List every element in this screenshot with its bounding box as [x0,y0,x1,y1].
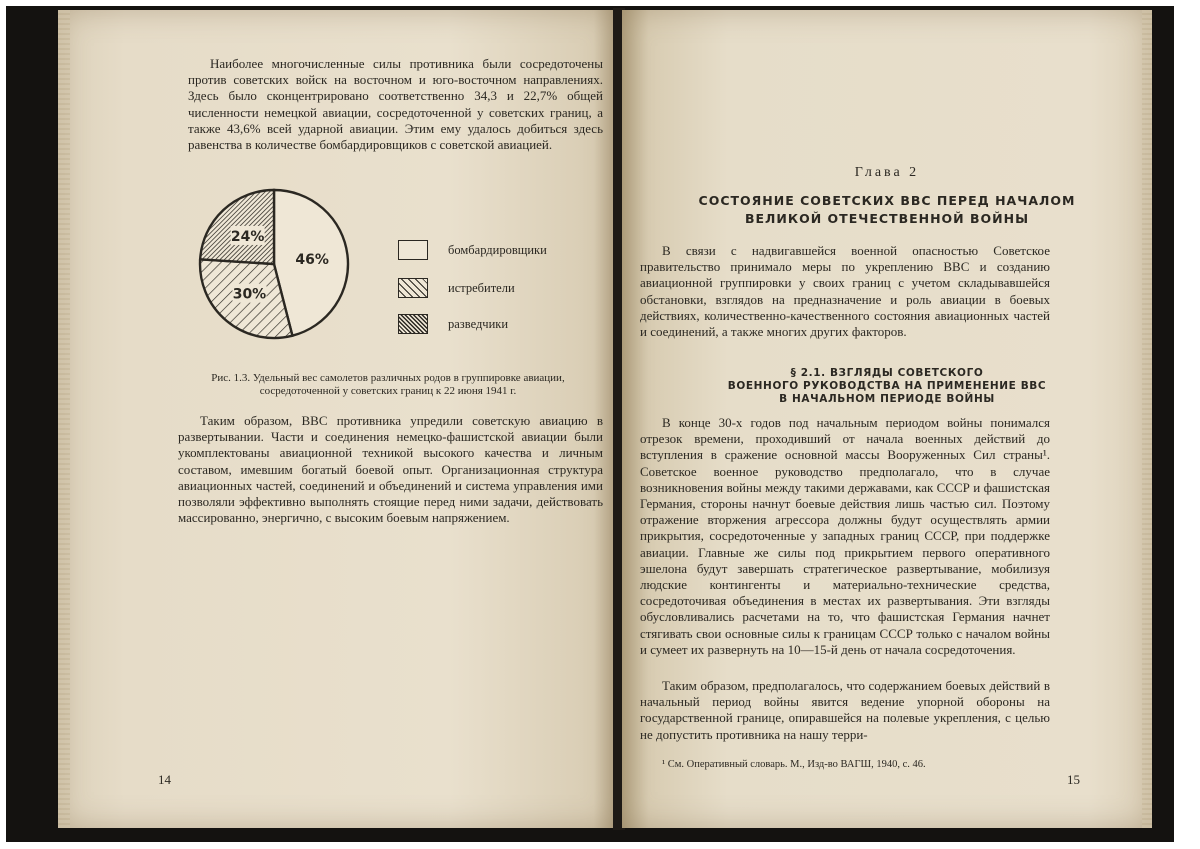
right-page [622,10,1152,828]
pie-label-recon: 24% [230,228,265,245]
left-page [58,10,616,828]
page-edge [1142,10,1152,828]
chapter-label: Глава 2 [854,165,920,180]
legend-label: бомбардировщики [448,242,547,257]
pie-chart [198,186,398,346]
legend-swatch-empty [398,240,428,260]
section-title-line3: В НАЧАЛЬНОМ ПЕРИОДЕ ВОЙНЫ [779,393,995,405]
legend-label: разведчики [448,316,509,331]
legend-item-fighters [398,278,515,298]
chapter-title-line2: ВЕЛИКОЙ ОТЕЧЕСТВЕННОЙ ВОЙНЫ [744,211,1030,226]
legend-swatch-sparse-hatch [398,278,428,298]
chapter-title-line1: СОСТОЯНИЕ СОВЕТСКИХ ВВС ПЕРЕД НАЧАЛОМ [698,193,1076,208]
section-title-line2: ВОЕННОГО РУКОВОДСТВА НА ПРИМЕНЕНИЕ ВВС [727,380,1047,392]
intro-paragraph: Наиболее многочисленные силы противника были сосредоточены против советских войск на восточном и юго-восточном направлениях. Здесь было сконцентрировано соответственно 34,3 и 22,7% общей численности немецкой авиации, сосредоточенной у советских границ, а также 43,6% всей ударной авиации. Этим ему удалось добиться здесь равенства в количестве бомбардировщиков с советской авиацией. [188,56,603,153]
chapter-intro-paragraph: В связи с надвигавшейся военной опасностью Советское правительство принимало меры по укреплению ВВС и созданию авиационной группировки у своих границ с учетом складывавшейся обстановки, взглядов на предназначение и роль авиации в боевых действиях, количественно-качественного состояния авиационных частей и соединений, а также многих других факторов. [640,243,1050,340]
legend-label: истребители [448,280,515,295]
figure-caption: Рис. 1.3. Удельный вес самолетов различных родов в группировке авиации, сосредоточенной у советских границ к 22 июня 1941 г. [211,372,565,397]
footnote: ¹ См. Оперативный словарь. М., Изд-во ВАГШ, 1940, с. 46. [662,759,926,770]
legend-item-bombers [398,240,547,260]
legend-swatch-dense-hatch [398,314,428,334]
last-paragraph: Таким образом, предполагалось, что содержанием боевых действий в начальный период войны явится ведение упорной обороны на государственной границе, опиравшейся на полевые укрепления, с целью не допустить противника на нашу терри- [640,678,1050,742]
page-number: 15 [1067,772,1080,787]
page-edge [58,10,70,828]
page-number: 14 [158,772,171,787]
legend-item-recon [398,314,508,334]
body-paragraph: Таким образом, ВВС противника упредили советскую авиацию в развертывании. Части и соединения немецко-фашистской авиации были укомплектованы авиационной техникой высокого качества и личным составом, имевшим богатый боевой опыт. Организационная структура авиационных частей, соединений и объединений и система управления ими позволяли эффективно выполнять стоящие перед ними задачи, действовать массированно, энергично, с высоким боевым напряжением. [178,413,603,526]
pie-label-fighters: 30% [232,286,267,303]
section-title-line1: § 2.1. ВЗГЛЯДЫ СОВЕТСКОГО [790,367,984,379]
section-paragraph: В конце 30-х годов под начальным периодом войны понимался отрезок времени, проходивший от начала военных действий до вступления в сражение основной массы Вооруженных Сил страны¹. Советское военное руководство предполагало, что в случае возникновения войны между такими державами, как СССР и фашистская Германия, стороны начнут боевые действия лишь частью сил. Поэтому отражение вторжения агрессора должны будут осуществлять армии прикрытия, сосредоточенные у западных границ СССР, при поддержке авиации. Главные же силы под прикрытием первого оперативного эшелона будут завершать стратегическое развертывание, мобилизуя людские контингенты и материально-технические средства, сосредоточивая объединения в местах их развертывания. Эти взгляды обусловливались расчетами на то, что фашистская Германия начнет стягивать свои основные силы к границам СССР только с началом войны и сумеет их развернуть на 10—15-й день от начала сосредоточения. [640,415,1050,657]
pie-label-bombers: 46% [295,252,329,269]
